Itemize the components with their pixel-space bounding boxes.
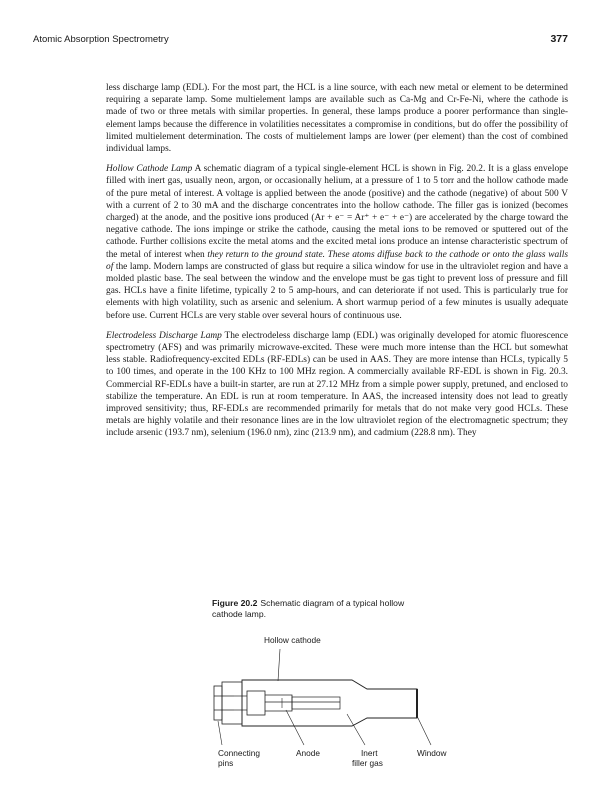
running-head [33, 33, 568, 45]
label-anode: Anode [296, 748, 320, 758]
figure-label: Figure 20.2 [212, 598, 258, 608]
label-inert: Inert [361, 748, 378, 758]
lamp-base [222, 682, 242, 724]
label-filler-gas: filler gas [352, 758, 383, 768]
cathode-support [247, 691, 265, 715]
leader-hollow-cathode [278, 649, 280, 681]
glass-envelope [242, 680, 417, 726]
anode-shield [292, 697, 340, 709]
label-hollow-cathode: Hollow cathode [264, 635, 321, 645]
paragraph-hollow-cathode-lamp [106, 163, 568, 322]
hollow-cathode-lamp-diagram [212, 598, 462, 778]
hcl-text-part2: the lamp. Modern lamps are constructed of glass but require a silica window for use in the ultraviolet region and have a molded plastic base. The seal between the window and the envelope must be gas tight to prevent loss of pressure and fill gas. HCLs have a finite lifetime, typically 2 to 5 amp-hours, and can deteriorate if not used. This is particularly true for elements with high volatility, such as arsenic and selenium. A short warmup period of a few minutes is usually adequate before use. Current HCLs are very stable over several hours of continuous use. [106, 261, 568, 321]
paragraph-multielement-lamps: less discharge lamp (EDL). For the most part, the HCL is a line source, with each new metal or element to be determined requiring a separate lamp. Some multielement lamps are available such as Ca-Mg and Cr-Fe-Ni, where the cathode is made of two or three metals with similar properties. In general, these lamps produce a poorer performance than single-element lamps because the difference in volatilities necessitates a compromise in conditions, but do offer the possibility of limited multielement determination. The costs of multielement lamps are lower (per element) than the cost of combined individual lamps. [106, 83, 568, 155]
page-number: 377 [550, 33, 568, 45]
run-in-heading-hcl: Hollow Cathode Lamp [106, 164, 193, 175]
hollow-cathode [265, 695, 292, 711]
run-in-heading-edl: Electrodeless Discharge Lamp [106, 330, 222, 341]
label-pins: pins [218, 758, 234, 768]
hcl-text-part1: A schematic diagram of a typical single-element HCL is shown in Fig. 20.2. It is a glass envelope filled with inert gas, usually neon, argon, or occasionally helium, at a pressure of 1 to 5 torr and the hollow cathode made of the pure metal of interest. A voltage is applied between the anode (positive) and the cathode (negative) of about 500 V with a current of 2 to 30 mA and the discharge concentrates into the hollow cathode. The filler gas is ionized (becomes charged) at the anode, and the positive ions produced (Ar + e⁻ = Ar⁺ + e⁻ + e⁻) are accelerated by the charge toward the negative cathode. The ions impinge or strike the cathode, causing the metal ions to be removed or sputtered out of the cathode. Further collisions excite the metal atoms and the excited metal ions produce an intense characteristic spectrum of the metal of interest when [106, 164, 568, 260]
base-back-plate [214, 686, 222, 720]
leader-window [417, 716, 431, 745]
figure-20-2 [212, 598, 462, 768]
body-text [106, 82, 568, 448]
label-window: Window [417, 748, 447, 758]
paragraph-electrodeless-discharge-lamp [106, 330, 568, 440]
edl-text: The electrodeless discharge lamp (EDL) was originally developed for atomic fluorescence spectrometry (AFS) and was primarily microwave-excited. These were much more intense than the HCL but somewhat less stable. Radiofrequency-excited EDLs (RF-EDLs) can be used in AAS. They are more intense than HCLs, typically 5 to 100 times, and operate in the 100 KHz to 100 MHz region. A commercially available RF-EDL is shown in Fig. 20.3. Commercial RF-EDLs have a built-in starter, are run at 27.12 MHz from a simple power supply, pretuned, and enclosed to stabilize the temperature. An EDL is run at room temperature. In AAS, the increased intensity does not lead to greatly improved sensitivity; thus, RF-EDLs are recommended primarily for metals that do not make very good HCLs. These metals are highly volatile and their resonance lines are in the low ultraviolet region of the electromagnetic spectrum; they include arsenic (193.7 nm), selenium (196.0 nm), zinc (213.9 nm), and cadmium (228.8 nm). They [106, 330, 568, 439]
hcl-text-italic: they return to the ground state. These atoms diffuse back to the cathode or onto the glass walls of [106, 249, 569, 272]
label-connecting: Connecting [218, 748, 260, 758]
leader-inert-gas [347, 714, 365, 745]
figure-caption-text: Schematic diagram of a typical hollow cathode lamp. [212, 598, 405, 619]
leader-connecting-pins [218, 721, 222, 745]
leader-anode [286, 710, 304, 745]
running-title: Atomic Absorption Spectrometry [33, 34, 169, 45]
